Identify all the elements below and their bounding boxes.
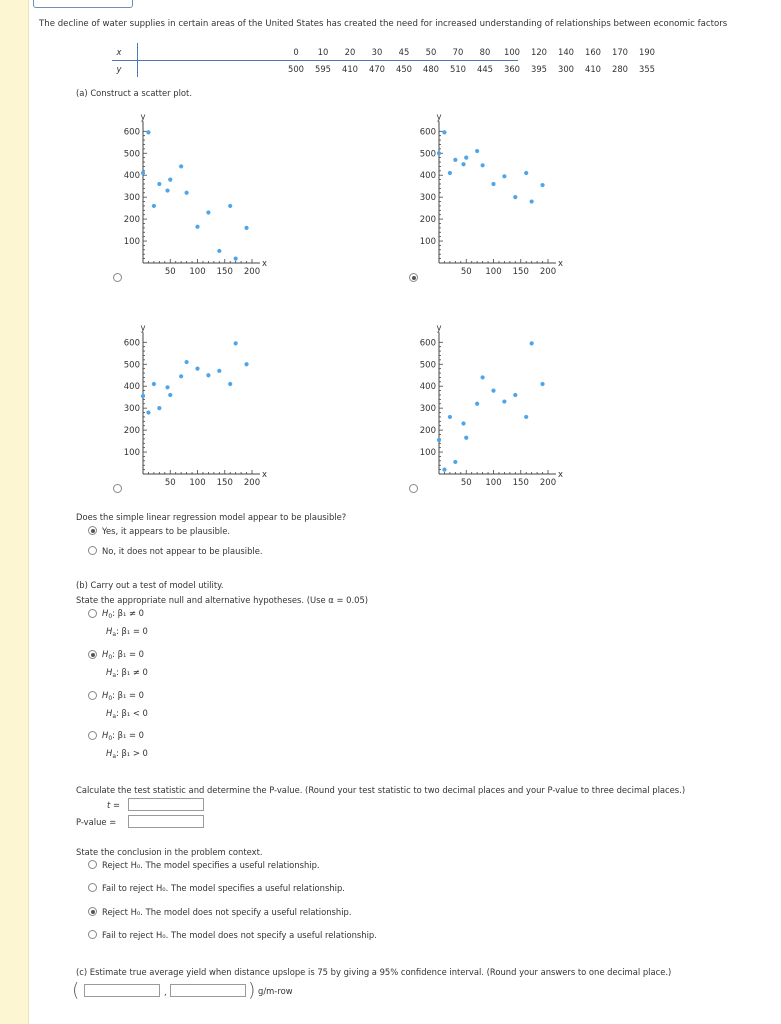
x-tick-label: 50 <box>164 478 176 488</box>
y-tick-label: 200 <box>419 215 436 226</box>
data-point <box>491 388 495 392</box>
y-tick-label: 300 <box>419 193 436 204</box>
calc-prompt: Calculate the test statistic and determine the P-value. (Round your test statistic to two decimal places and your P-value to three decimal places.) <box>76 785 686 795</box>
data-point <box>481 375 485 379</box>
data-point <box>217 249 221 253</box>
table-cell-x: 190 <box>639 47 655 57</box>
hypothesis-radio-1[interactable] <box>88 609 97 618</box>
data-point <box>530 199 534 203</box>
conclusion-radio-2[interactable] <box>88 883 97 892</box>
hypotheses-prompt: State the appropriate null and alternative hypotheses. (Use α = 0.05) <box>76 595 369 605</box>
data-point <box>206 210 210 214</box>
data-point <box>442 130 446 134</box>
interval-close-paren: ) <box>248 979 256 1001</box>
x-tick-label: 100 <box>485 267 502 277</box>
hypothesis-4-null: $H_0$: β₁ = 0 <box>102 730 144 742</box>
y-tick-label: 100 <box>123 448 140 459</box>
y-tick-label: 400 <box>123 382 140 393</box>
plausible-question: Does the simple linear regression model appear to be plausible? <box>76 512 347 522</box>
x-tick-label: 200 <box>243 478 261 488</box>
conclusion-label-2: Fail to reject H₀. The model specifies a useful relationship. <box>102 883 345 893</box>
x-tick-label: 150 <box>512 267 529 277</box>
conclusion-label-1: Reject H₀. The model specifies a useful relationship. <box>102 860 320 870</box>
data-point <box>179 374 183 378</box>
hypothesis-3-alt: $H_a$: β₁ < 0 <box>106 708 148 720</box>
interval-open-paren: ( <box>72 979 80 1001</box>
table-cell-y: 480 <box>423 64 439 74</box>
data-point <box>146 130 150 134</box>
table-cell-x: 120 <box>531 47 547 57</box>
x-tick-label: 200 <box>539 267 557 277</box>
x-tick-label: 100 <box>189 478 206 488</box>
data-point <box>157 182 161 186</box>
hyp-3-ha-text: β₁ < 0 <box>121 708 148 718</box>
hypothesis-1-alt: $H_a$: β₁ = 0 <box>106 626 148 638</box>
data-point <box>179 164 183 168</box>
data-point <box>168 393 172 397</box>
data-point <box>141 171 145 175</box>
y-axis-label: y <box>436 112 442 123</box>
y-axis-label: y <box>140 112 146 123</box>
data-point <box>475 149 479 153</box>
y-tick-label: 100 <box>123 237 140 248</box>
conclusion-label-3: Reject H₀. The model does not specify a useful relationship. <box>102 907 352 917</box>
plot-option-radio-3[interactable] <box>113 484 122 493</box>
plausible-yes-label: Yes, it appears to be plausible. <box>102 526 231 536</box>
hypothesis-radio-4[interactable] <box>88 731 97 740</box>
data-point <box>152 382 156 386</box>
plot-option-radio-1[interactable] <box>113 273 122 282</box>
hyp-4-h0-text: β₁ = 0 <box>117 730 144 740</box>
data-point <box>217 369 221 373</box>
table-cell-x: 45 <box>398 47 410 57</box>
table-cell-y: 300 <box>558 64 574 74</box>
data-point <box>448 171 452 175</box>
part-b-prompt: (b) Carry out a test of model utility. <box>76 580 224 590</box>
table-cell-y: 450 <box>396 64 412 74</box>
table-cell-y: 355 <box>639 64 655 74</box>
table-cell-y: 445 <box>477 64 493 74</box>
data-point <box>152 204 156 208</box>
y-axis-label: y <box>140 323 146 334</box>
conclusion-label-4: Fail to reject H₀. The model does not specify a useful relationship. <box>102 930 377 940</box>
y-tick-label: 300 <box>419 404 436 415</box>
y-tick-label: 600 <box>419 127 436 138</box>
data-point <box>234 341 238 345</box>
data-point <box>206 373 210 377</box>
data-point <box>168 177 172 181</box>
table-cell-x: 30 <box>371 47 383 57</box>
data-point <box>185 191 189 195</box>
x-tick-label: 100 <box>189 267 206 277</box>
hyp-4-ha-text: β₁ > 0 <box>121 748 148 758</box>
ci-lower-input[interactable] <box>84 984 160 997</box>
data-point <box>530 341 534 345</box>
data-point <box>165 385 169 389</box>
data-point <box>234 257 238 261</box>
p-value-input[interactable] <box>128 815 204 828</box>
y-tick-label: 600 <box>419 338 436 349</box>
hyp-1-ha-text: β₁ = 0 <box>121 626 148 636</box>
y-tick-label: 500 <box>123 360 140 371</box>
data-point <box>513 393 517 397</box>
y-tick-label: 600 <box>123 338 140 349</box>
table-header-x: x <box>116 47 122 57</box>
conclusion-radio-4[interactable] <box>88 930 97 939</box>
hypothesis-3-null: $H_0$: β₁ = 0 <box>102 690 144 702</box>
table-cell-y: 360 <box>504 64 520 74</box>
data-point <box>464 156 468 160</box>
x-tick-label: 200 <box>539 478 557 488</box>
hyp-3-h0-text: β₁ = 0 <box>117 690 144 700</box>
data-point <box>461 421 465 425</box>
data-point <box>453 460 457 464</box>
x-tick-label: 150 <box>512 478 529 488</box>
p-value-label: P-value = <box>76 817 117 827</box>
x-tick-label: 200 <box>243 267 261 277</box>
data-point <box>244 226 248 230</box>
hyp-2-ha-text: β₁ ≠ 0 <box>121 667 148 677</box>
data-point <box>502 399 506 403</box>
table-cell-y: 470 <box>369 64 385 74</box>
data-point <box>481 163 485 167</box>
y-tick-label: 100 <box>419 448 436 459</box>
table-cell-y: 410 <box>585 64 601 74</box>
conclusion-radio-3[interactable] <box>88 907 97 916</box>
table-cell-x: 160 <box>585 47 601 57</box>
x-tick-label: 150 <box>216 478 233 488</box>
hypothesis-2-alt: $H_a$: β₁ ≠ 0 <box>106 667 148 679</box>
y-tick-label: 400 <box>419 382 436 393</box>
y-tick-label: 500 <box>123 149 140 160</box>
table-cell-x: 50 <box>425 47 437 57</box>
scatter-plot-options <box>0 0 781 500</box>
data-point <box>195 225 199 229</box>
question-intro: The decline of water supplies in certain areas of the United States has created the need for increased understanding of relationships between economic factors <box>39 19 728 29</box>
ci-upper-input[interactable] <box>170 984 246 997</box>
data-point <box>475 402 479 406</box>
x-tick-label: 100 <box>485 478 502 488</box>
table-cell-x: 140 <box>558 47 574 57</box>
hypothesis-2-null: $H_0$: β₁ = 0 <box>102 649 144 661</box>
plausible-no-label: No, it does not appear to be plausible. <box>102 546 263 556</box>
x-tick-label: 150 <box>216 267 233 277</box>
hypothesis-radio-3[interactable] <box>88 691 97 700</box>
part-a-prompt: (a) Construct a scatter plot. <box>76 88 192 98</box>
table-cell-x: 20 <box>344 47 356 57</box>
y-axis-label: y <box>436 323 442 334</box>
data-point <box>157 406 161 410</box>
data-point <box>524 171 528 175</box>
data-point <box>442 468 446 472</box>
table-cell-y: 510 <box>450 64 466 74</box>
x-tick-label: 50 <box>460 478 472 488</box>
data-point <box>524 415 528 419</box>
table-cell-y: 395 <box>531 64 547 74</box>
x-tick-label: 50 <box>164 267 176 277</box>
y-tick-label: 500 <box>419 360 436 371</box>
x-axis-label: x <box>558 259 564 269</box>
hypothesis-radio-2[interactable] <box>88 650 97 659</box>
table-cell-y: 410 <box>342 64 358 74</box>
data-point <box>540 183 544 187</box>
y-tick-label: 100 <box>419 237 436 248</box>
data-point <box>195 367 199 371</box>
table-cell-x: 80 <box>479 47 491 57</box>
data-point <box>464 436 468 440</box>
conclusion-prompt: State the conclusion in the problem context. <box>76 847 263 857</box>
table-cell-y: 500 <box>288 64 304 74</box>
data-point <box>165 188 169 192</box>
y-tick-label: 300 <box>123 193 140 204</box>
data-point <box>185 360 189 364</box>
data-point <box>513 195 517 199</box>
data-point <box>491 182 495 186</box>
x-axis-label: x <box>262 259 268 269</box>
data-point <box>244 362 248 366</box>
table-cell-x: 170 <box>612 47 628 57</box>
table-cell-x: 0 <box>293 47 299 57</box>
hypothesis-1-null: $H_0$: β₁ ≠ 0 <box>102 608 144 620</box>
ci-unit: g/m-row <box>258 986 293 996</box>
table-header-y: y <box>116 64 122 74</box>
hypothesis-4-alt: $H_a$: β₁ > 0 <box>106 748 148 760</box>
hyp-1-h0-text: β₁ ≠ 0 <box>117 608 144 618</box>
data-point <box>228 382 232 386</box>
plot-option-radio-2[interactable] <box>409 273 418 282</box>
data-point <box>228 204 232 208</box>
table-cell-x: 10 <box>317 47 329 57</box>
data-point <box>502 174 506 178</box>
part-c-prompt: (c) Estimate true average yield when distance upslope is 75 by giving a 95% confidence interval. (Round your answers to one decimal place.) <box>76 967 672 977</box>
t-stat-input[interactable] <box>128 798 204 811</box>
x-axis-label: x <box>262 470 268 480</box>
data-point <box>453 158 457 162</box>
data-point <box>437 438 441 442</box>
x-axis-label: x <box>558 470 564 480</box>
table-cell-y: 595 <box>315 64 331 74</box>
x-tick-label: 50 <box>460 267 472 277</box>
hyp-2-h0-text: β₁ = 0 <box>117 649 144 659</box>
y-tick-label: 200 <box>419 426 436 437</box>
plausible-no-radio[interactable] <box>88 546 97 555</box>
table-cell-x: 100 <box>504 47 520 57</box>
plausible-yes-radio[interactable] <box>88 526 97 535</box>
t-label: t = <box>107 800 120 810</box>
table-cell-x: 70 <box>452 47 464 57</box>
y-tick-label: 400 <box>419 171 436 182</box>
table-cell-y: 280 <box>612 64 628 74</box>
data-point <box>448 415 452 419</box>
data-point <box>540 382 544 386</box>
y-tick-label: 600 <box>123 127 140 138</box>
y-tick-label: 500 <box>419 149 436 160</box>
y-tick-label: 200 <box>123 215 140 226</box>
data-point <box>461 162 465 166</box>
data-point <box>141 394 145 398</box>
y-tick-label: 400 <box>123 171 140 182</box>
plot-option-radio-4[interactable] <box>409 484 418 493</box>
y-tick-label: 200 <box>123 426 140 437</box>
data-point <box>146 410 150 414</box>
conclusion-radio-1[interactable] <box>88 860 97 869</box>
y-tick-label: 300 <box>123 404 140 415</box>
data-point <box>437 151 441 155</box>
interval-comma: , <box>164 987 167 997</box>
